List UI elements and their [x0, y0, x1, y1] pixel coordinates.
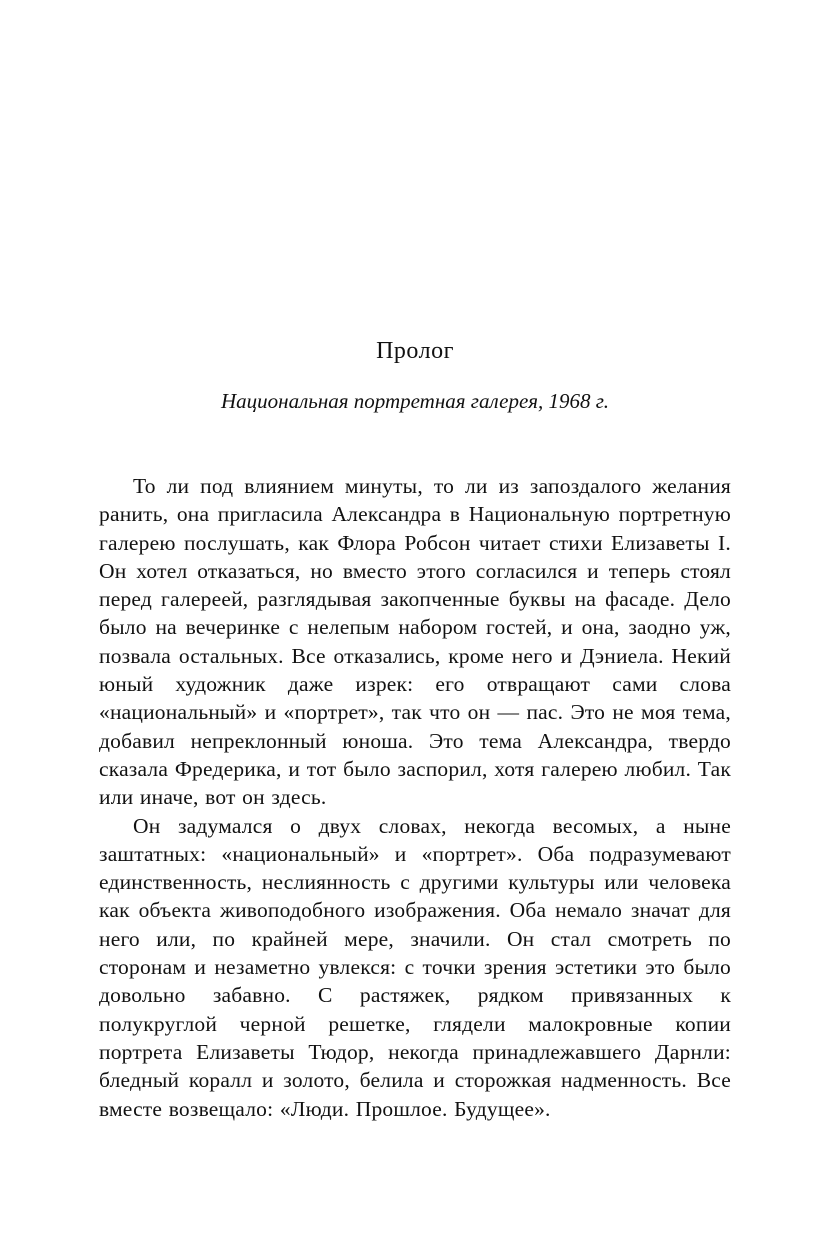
paragraph-1: То ли под влиянием минуты, то ли из запоздалого желания ранить, она пригласила Александра в Национальную портретную галерею послушать, как Флора Робсон читает стихи Елизаветы I. Он хотел отказаться, но вместо этого согласился и теперь стоял перед галереей, разглядывая закопченные буквы на фасаде. Дело было на вечеринке с нелепым набором гостей, и она, заодно уж, позвала остальных. Все отказались, кроме него и Дэниела. Некий юный художник даже изрек: его отвращают сами слова «национальный» и «портрет», так что он — пас. Это не моя тема, добавил непреклонный юноша. Это тема Александра, твердо сказала Фредерика, и тот было заспорил, хотя галерею любил. Так или иначе, вот он здесь. [99, 474, 731, 810]
chapter-title: Пролог [376, 338, 454, 364]
text-block [99, 338, 731, 1123]
paragraph-2: Он задумался о двух словах, некогда весомых, а ныне заштатных: «национальный» и «портрет». Оба подразумевают единственность, неслиянность с другими культуры или человека как объекта живоподобного изображения. Оба немало значат для него или, по крайней мере, значили. Он стал смотреть по сторонам и незаметно увлекся: с точки зрения эстетики это было довольно забавно. С растяжек, рядком привязанных к полукруглой черной решетке, глядели малокровные копии портрета Елизаветы Тюдор, некогда принадлежавшего Дарнли: бледный коралл и золото, белила и сторожкая надменность. Все вместе возвещало: «Люди. Прошлое. Будущее». [99, 813, 731, 1121]
chapter-subtitle: Национальная портретная галерея, 1968 г. [221, 389, 609, 413]
body-text [99, 472, 731, 1123]
